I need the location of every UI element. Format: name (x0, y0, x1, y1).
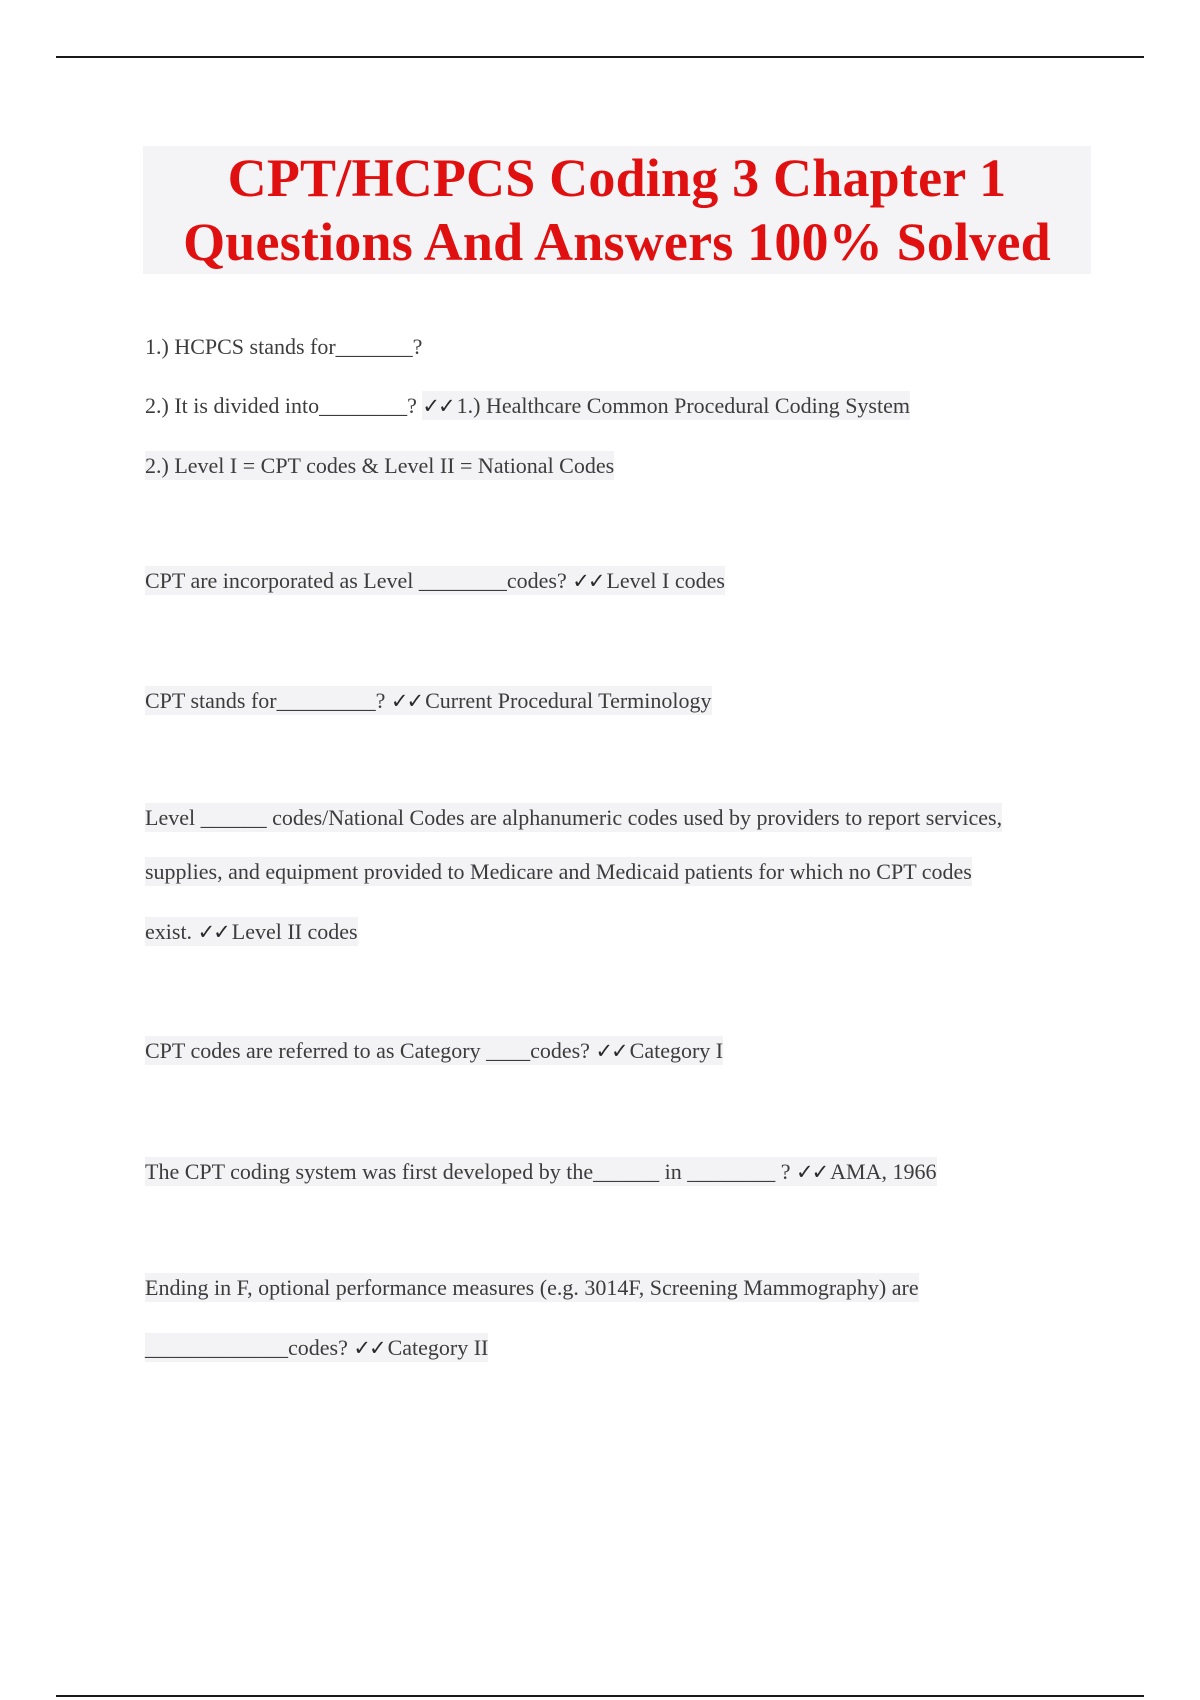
qa-item-3 (145, 451, 614, 481)
question-text: CPT stands for_________? (145, 688, 391, 713)
answer-text: AMA, 1966 (830, 1159, 937, 1184)
check-mark-icon: ✓✓ (795, 1160, 828, 1184)
question-text: 1.) HCPCS stands for_______? (145, 334, 423, 359)
top-rule (56, 56, 1144, 58)
qa-item-6-line-2 (145, 857, 972, 887)
question-text: CPT are incorporated as Level ________codes? (145, 568, 573, 593)
check-mark-icon: ✓✓ (197, 920, 229, 944)
qa-item-8 (145, 1157, 937, 1187)
question-text: CPT codes are referred to as Category ____codes? (145, 1038, 596, 1063)
answer-text: Category II (387, 1335, 489, 1360)
title-banner (143, 146, 1091, 274)
check-mark-icon: ✓✓ (390, 689, 423, 713)
question-text: supplies, and equipment provided to Medicare and Medicaid patients for which no CPT codes (145, 859, 972, 884)
check-mark-icon: ✓✓ (572, 569, 604, 593)
question-text: The CPT coding system was first developed by the______ in ________ ? (145, 1159, 796, 1184)
qa-item-7 (145, 1036, 723, 1066)
answer-continuation: 2.) Level I = CPT codes & Level II = National Codes (145, 453, 615, 478)
question-text: Ending in F, optional performance measures (e.g. 3014F, Screening Mammography) are (145, 1275, 919, 1300)
check-mark-icon: ✓✓ (595, 1039, 627, 1063)
question-text: 2.) It is divided into________? (145, 393, 423, 418)
qa-item-6-line-3 (145, 917, 358, 947)
answer-text: Current Procedural Terminology (425, 688, 712, 713)
check-mark-icon: ✓✓ (353, 1336, 385, 1360)
question-text: _____________codes? (145, 1335, 354, 1360)
qa-item-9-line-1 (145, 1273, 919, 1303)
qa-item-6-line-1 (145, 803, 1002, 833)
answer-text: Category I (629, 1038, 724, 1063)
question-text: Level ______ codes/National Codes are alphanumeric codes used by providers to report services, (145, 805, 1003, 830)
qa-item-1 (145, 332, 422, 362)
qa-item-5 (145, 686, 712, 716)
title-line-2: Questions And Answers 100% Solved (183, 212, 1051, 272)
title-line-1: CPT/HCPCS Coding 3 Chapter 1 (227, 148, 1007, 208)
answer-text: 1.) Healthcare Common Procedural Coding System (456, 393, 910, 418)
qa-item-9-line-2 (145, 1333, 488, 1363)
check-mark-icon: ✓✓ (422, 394, 454, 418)
qa-item-2 (145, 391, 910, 421)
answer-text: Level II codes (231, 919, 358, 944)
answer-text: Level I codes (606, 568, 725, 593)
bottom-rule (56, 1695, 1144, 1697)
question-text: exist. (145, 919, 198, 944)
qa-item-4 (145, 566, 725, 596)
